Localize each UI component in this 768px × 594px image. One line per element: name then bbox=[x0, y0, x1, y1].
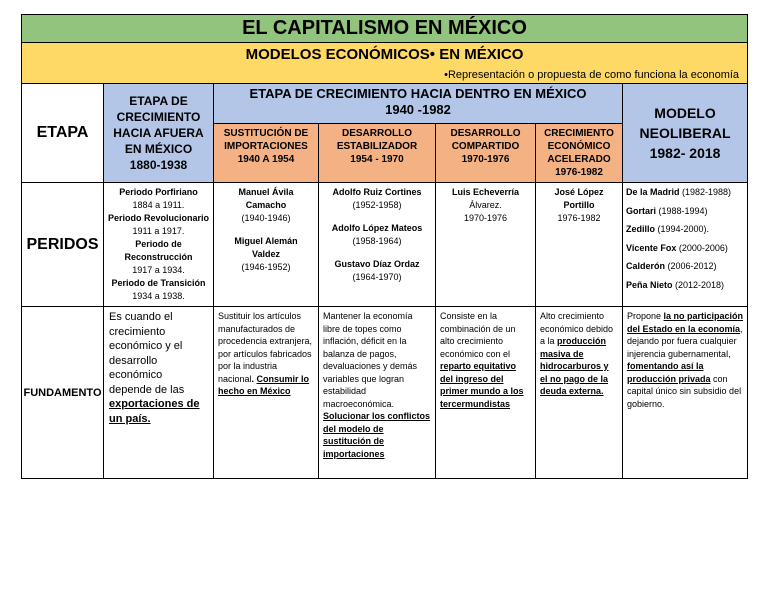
period-line: Camacho bbox=[245, 200, 287, 210]
capitalismo-table-sheet bbox=[21, 14, 747, 479]
periodos-label: PERIDOS bbox=[22, 183, 104, 307]
period-line: Reconstrucción bbox=[124, 252, 193, 262]
substage-compartido bbox=[436, 124, 536, 183]
header-line: 1976-1982 bbox=[555, 167, 603, 178]
substage-sustitucion bbox=[214, 124, 319, 183]
president-years: (1988-1994) bbox=[658, 205, 708, 216]
period-line: (1946-1952) bbox=[241, 262, 291, 272]
fundamento-estabilizador bbox=[319, 307, 436, 479]
header-line: ETAPA DE bbox=[129, 94, 188, 108]
period-line: 1976-1982 bbox=[557, 213, 601, 223]
header-line: 1982- 2018 bbox=[649, 145, 721, 161]
text-segment: Propone bbox=[627, 311, 664, 321]
period-line: Valdez bbox=[251, 249, 280, 259]
period-line: 1911 a 1917. bbox=[132, 226, 185, 236]
president-years: (1982-1988) bbox=[682, 187, 732, 197]
header-line: CRECIMIENTO bbox=[544, 128, 614, 139]
text-segment: con capital único sin subsidio del gobierno. bbox=[627, 373, 742, 409]
header-line: 1940 -1982 bbox=[385, 102, 451, 117]
header-line: 1940 A 1954 bbox=[237, 154, 295, 165]
period-line: Luis Echeverría bbox=[451, 187, 520, 197]
periodos-afuera bbox=[104, 183, 214, 307]
header-line: COMPARTIDO bbox=[451, 141, 520, 152]
header-line: ETAPA DE CRECIMIENTO HACIA DENTRO EN MÉXICO bbox=[249, 86, 587, 101]
periodos-acelerado bbox=[536, 183, 623, 307]
header-line: EN MÉXICO bbox=[124, 142, 193, 156]
president-line bbox=[626, 223, 744, 237]
text-segment: . bbox=[251, 373, 257, 384]
period-line: (1958-1964) bbox=[352, 236, 402, 246]
stage-dentro bbox=[214, 84, 623, 124]
period-line: Adolfo López Mateos bbox=[331, 223, 423, 233]
substage-acelerado bbox=[536, 124, 623, 183]
text-segment: Consiste en la combinación de un alto crecimiento económico con el bbox=[440, 311, 516, 359]
header-line: IMPORTACIONES bbox=[224, 141, 308, 152]
text-segment: Solucionar los conflictos del modelo de sustitución de importaciones bbox=[323, 411, 431, 459]
header-line: DESARROLLO bbox=[342, 128, 412, 139]
stage-afuera bbox=[104, 84, 214, 183]
period-line bbox=[321, 212, 433, 222]
president-years: (2000-2006) bbox=[678, 242, 728, 253]
text-segment: , dejando por fuera cualquier injerencia gubernamental, bbox=[627, 323, 743, 359]
period-line: Periodo Porfiriano bbox=[119, 187, 198, 197]
text-segment: exportaciones de un país. bbox=[109, 398, 200, 425]
header-line: 1970-1976 bbox=[461, 154, 510, 165]
president-line bbox=[626, 260, 744, 274]
period-line: Gustavo Díaz Ordaz bbox=[334, 259, 420, 269]
text-segment: la no participación del Estado en la economía bbox=[627, 311, 744, 334]
period-line: José López bbox=[554, 187, 604, 197]
period-line: (1952-1958) bbox=[352, 200, 402, 210]
period-line bbox=[321, 248, 433, 258]
header-line: HACIA AFUERA bbox=[113, 126, 204, 140]
periodos-estabilizador bbox=[319, 183, 436, 307]
subtitle: MODELOS ECONÓMICOS• EN MÉXICO bbox=[245, 46, 524, 63]
fundamento-label: FUNDAMENTO bbox=[22, 307, 104, 479]
text-segment: fomentando así la producción privada bbox=[627, 361, 711, 384]
header-line: 1954 - 1970 bbox=[350, 154, 404, 165]
president-years: (2012-2018) bbox=[675, 279, 725, 290]
period-line: Portillo bbox=[563, 200, 595, 210]
president-name: Vicente Fox bbox=[626, 242, 679, 253]
footnote: •Representación o propuesta de como funciona la economía bbox=[444, 69, 740, 81]
president-name: Peña Nieto bbox=[626, 279, 676, 290]
text-segment: Mantener la economía libre de topes como inflación, déficit en la balanza de pagos, devaluaciones y demás variables que logran estabilidad macroeconómica. bbox=[323, 311, 418, 409]
header-line: CRECIMIENTO bbox=[116, 110, 201, 124]
text-segment: Sustituir los artículos manufacturados de procedencia extranjera, por artículos fabricados por la industria nacional bbox=[218, 311, 313, 384]
fundamento-compartido bbox=[436, 307, 536, 479]
header-line: MODELO bbox=[654, 105, 716, 121]
president-name: Zedillo bbox=[626, 224, 658, 234]
models-table bbox=[21, 14, 748, 479]
president-line bbox=[626, 186, 744, 200]
header-line: 1880-1938 bbox=[129, 158, 188, 172]
period-line: 1934 a 1938. bbox=[132, 291, 185, 301]
text-segment: Alto crecimiento económico debido a la bbox=[540, 311, 614, 346]
president-line bbox=[626, 279, 744, 293]
period-line bbox=[216, 225, 316, 235]
president-years: (1994-2000). bbox=[657, 224, 710, 234]
header-line: ESTABILIZADOR bbox=[336, 141, 418, 152]
period-line: 1970-1976 bbox=[463, 213, 508, 223]
period-line: Adolfo Ruiz Cortines bbox=[332, 187, 422, 197]
header-line: ECONÓMICO bbox=[547, 141, 611, 152]
fundamento-sustitucion bbox=[214, 307, 319, 479]
period-line: (1940-1946) bbox=[241, 213, 291, 223]
subtitle-cell bbox=[22, 43, 748, 84]
period-line: Periodo de bbox=[135, 239, 182, 249]
text-segment: Es cuando el crecimiento económico y el desarrollo económico depende de las bbox=[109, 311, 185, 396]
header-line: NEOLIBERAL bbox=[639, 125, 731, 141]
periodos-neoliberal bbox=[623, 183, 748, 307]
fundamento-acelerado bbox=[536, 307, 623, 479]
text-segment: Consumir lo hecho en México bbox=[218, 373, 310, 396]
period-line: Álvarez. bbox=[469, 200, 502, 210]
president-years: (2006-2012) bbox=[667, 261, 717, 271]
periodos-sustitucion bbox=[214, 183, 319, 307]
fundamento-neoliberal bbox=[623, 307, 748, 479]
period-line: Manuel Ávila bbox=[238, 187, 294, 197]
text-segment: producción masiva de hidrocarburos y el no pago de la deuda externa. bbox=[540, 336, 609, 396]
period-line: Periodo Revolucionario bbox=[107, 213, 210, 223]
period-line: Periodo de Transición bbox=[111, 278, 206, 288]
header-line: DESARROLLO bbox=[450, 128, 521, 139]
text-segment: reparto equitativo del ingreso del primer mundo a los tercermundistas bbox=[440, 361, 524, 409]
substage-estabilizador bbox=[319, 124, 436, 183]
president-name: Calderón bbox=[626, 261, 668, 271]
page-title: EL CAPITALISMO EN MÉXICO bbox=[22, 15, 748, 43]
president-name: De la Madrid bbox=[626, 187, 683, 197]
president-name: Gortari bbox=[626, 205, 659, 216]
fundamento-afuera bbox=[104, 307, 214, 479]
president-line bbox=[626, 205, 744, 219]
period-line: (1964-1970) bbox=[352, 272, 402, 282]
periodos-compartido bbox=[436, 183, 536, 307]
etapa-label: ETAPA bbox=[22, 84, 104, 183]
period-line: 1917 a 1934. bbox=[132, 265, 185, 275]
header-line: ACELERADO bbox=[547, 154, 611, 165]
header-line: SUSTITUCIÓN DE bbox=[223, 128, 309, 139]
stage-neoliberal bbox=[623, 84, 748, 183]
period-line: Miguel Alemán bbox=[234, 236, 298, 246]
period-line: 1884 a 1911. bbox=[132, 200, 185, 210]
president-line bbox=[626, 242, 744, 256]
